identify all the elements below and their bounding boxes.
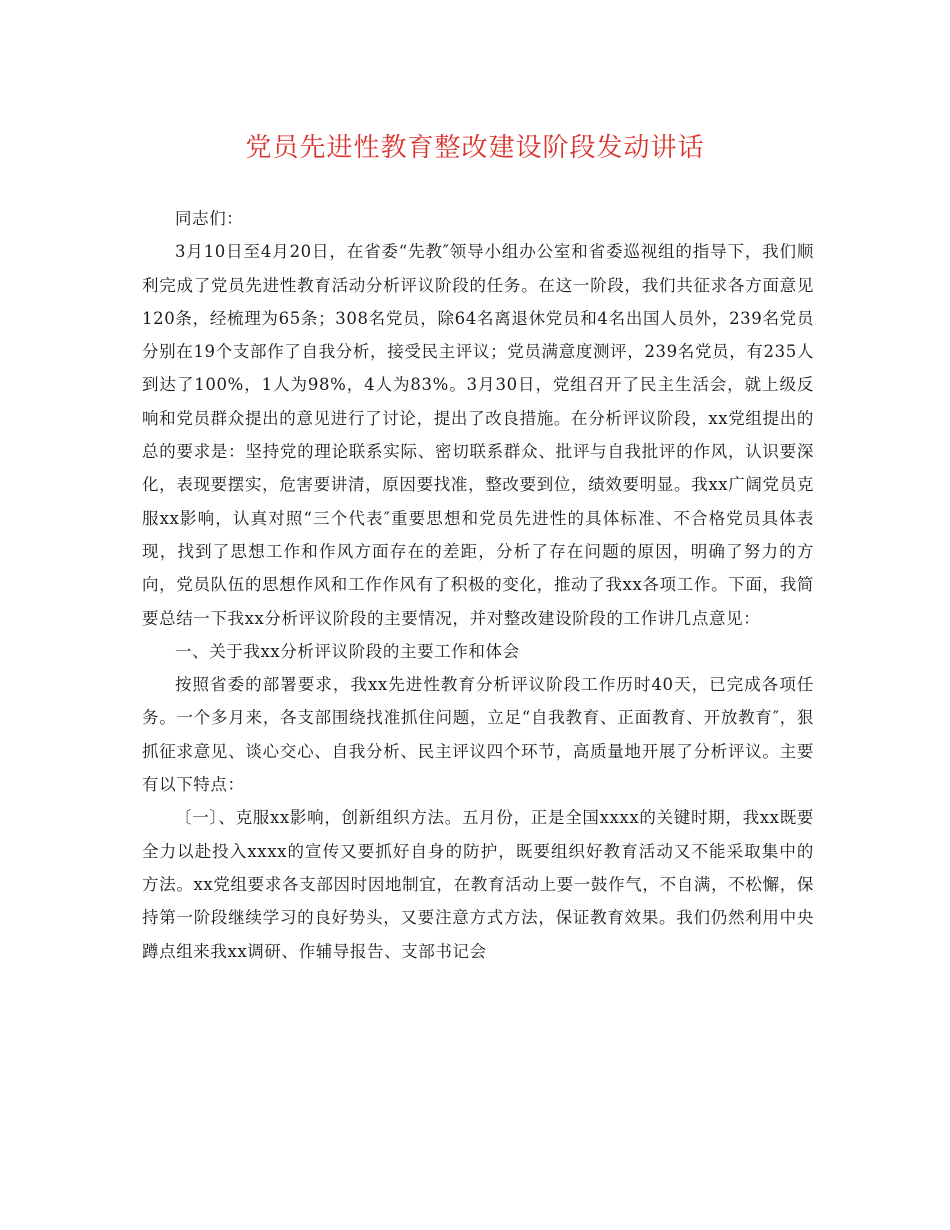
document-body bbox=[142, 202, 814, 968]
paragraph-greeting: 同志们： bbox=[175, 209, 244, 228]
paragraph-subsection-1: 〔一〕、克服xx影响，创新组织方法。五月份，正是全国xxxx的关键时期，我xx既要全力以赴投入xxxx的宣传又要抓好自身的防护，既要组织好教育活动又不能采取集中的方法。xx党组要求各支部因时因地制宜，在教育活动上要一鼓作气，不自满，不松懈，保持第一阶段继续学习的良好势头，又要注意方式方法，保证教育效果。我们仍然利用中央蹲点组来我xx调研、作辅导报告、支部书记会 bbox=[142, 808, 814, 961]
section-heading-1: 一、关于我xx分析评议阶段的主要工作和体会 bbox=[175, 641, 520, 661]
document-title: 党员先进性教育整改建设阶段发动讲话 bbox=[245, 133, 705, 163]
paragraph-intro: 3月10日至4月20日，在省委“先教″领导小组办公室和省委巡视组的指导下，我们顺利完成了党员先进性教育活动分析评议阶段的任务。在这一阶段，我们共征求各方面意见120条，经梳理为65条；308名党员，除64名离退休党员和4名出国人员外，239名党员分别在19个支部作了自我分析，接受民主评议；党员满意度测评，239名党员，有235人到达了100%，1人为98%，4人为83%。3月30日，党组召开了民主生活会，就上级反响和党员群众提出的意见进行了讨论，提出了改良措施。在分析评议阶段，xx党组提出的总的要求是：坚持党的理论联系实际、密切联系群众、批评与自我批评的作风，认识要深化，表现要摆实，危害要讲清，原因要找准，整改要到位，绩效要明显。我xx广阔党员克服xx影响，认真对照“三个代表″重要思想和党员先进性的具体标准、不合格党员具体表现，找到了思想工作和作风方面存在的差距，分析了存在问题的原因，明确了努力的方向，党员队伍的思想作风和工作作风有了积极的变化，推动了我xx各项工作。下面，我简要总结一下我xx分析评议阶段的主要情况，并对整改建设阶段的工作讲几点意见： bbox=[142, 242, 814, 628]
paragraph-section-1: 按照省委的部署要求，我xx先进性教育分析评议阶段工作历时40天，已完成各项任务。一个多月来，各支部围绕找准抓住问题，立足“自我教育、正面教育、开放教育″，狠抓征求意见、谈心交心、自我分析、民主评议四个环节，高质量地开展了分析评议。主要有以下特点： bbox=[142, 675, 814, 795]
